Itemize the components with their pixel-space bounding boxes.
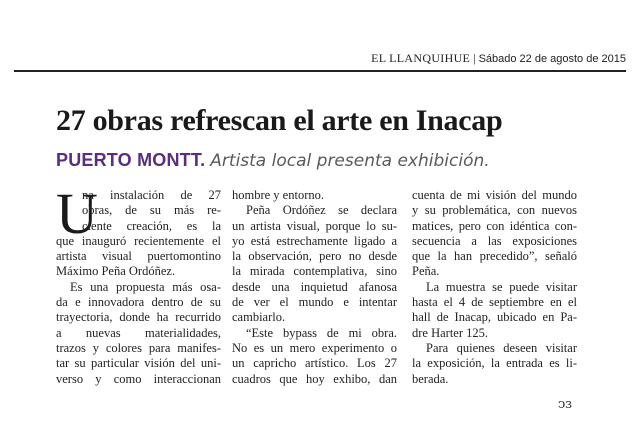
publication-date: Sábado 22 de agosto de 2015 [478,53,626,65]
article-column-3 [412,188,577,387]
body-line: Para quienes deseen visitar [426,340,577,355]
body-line: na instalación de 27 [82,188,221,202]
body-line: Peña. [412,264,440,279]
body-line: matices, pero con idéntica con- [412,218,577,233]
body-line: Máximo Peña Ordóñez. [56,264,176,279]
dateline-place: PUERTO MONTT. [56,150,206,170]
body-line: da e innovadora dentro de su [56,295,221,310]
body-line: hasta el 4 de septiembre en el [412,295,577,310]
body-line: de ver el mundo e intentar [232,295,397,310]
drop-cap: U [56,181,98,246]
body-line: cuadros que hoy exhibo, dan [232,371,397,386]
body-line: artista visual puertomontino [56,249,221,264]
body-line: un artista visual, porque lo su- [232,218,397,233]
newspaper-name: EL LLANQUIHUE [371,51,471,65]
headline: 27 obras refrescan el arte en Inacap [56,104,503,137]
body-line: Peña Ordóñez se declara [246,203,397,218]
body-line: obras, de su más re- [82,203,221,218]
body-line: un capricho artístico. Los 27 [232,356,397,371]
body-line: hall de Inacap, ubicado en Pa- [412,310,577,325]
body-line: yo está estrechamente ligado a [232,233,397,248]
masthead [14,48,626,72]
body-line: trazos y colores para manifes- [56,340,221,355]
body-line: “Este bypass de mi obra. [246,325,397,340]
body-line: ciente creación, es la [82,218,221,233]
body-line: que inauguró recientemente el [56,233,221,248]
body-line: berada. [412,371,449,386]
body-line: la mirada contemplativa, sino [232,264,397,279]
body-line: verso y como interaccionan [56,371,221,386]
body-line: Es una propuesta más osa- [70,279,221,294]
body-line: cuenta de mi visión del mundo [412,188,577,202]
body-line: desde una inquietud afanosa [232,279,397,294]
body-line: y su problemática, con nuevos [412,203,577,218]
body-line: que la han precedido”, señaló [412,249,577,264]
body-line: No es un mero experimento o [232,340,397,355]
body-line: La muestra se puede visitar [426,279,577,294]
subheadline [56,150,490,171]
body-line: cambiarlo. [232,310,286,325]
article-column-2 [232,188,397,387]
end-mark-icon: ↄɜ [558,397,572,412]
masthead-separator: | [473,51,476,65]
body-line: trayectoria, donde ha recurrido [56,310,221,325]
body-line: a nuevas materialidades, [56,325,221,340]
body-line: dre Harter 125. [412,325,489,340]
body-line: tar su particular visión del uni- [56,356,221,371]
subtitle: Artista local presenta exhibición. [210,151,490,171]
body-line: secuencia a las exposiciones [412,233,577,248]
article-column-1 [56,181,221,387]
body-line: hombre y entorno. [232,188,324,202]
body-line: la observación, pero no desde [232,249,397,264]
body-line: la exposición, la entrada es li- [412,356,577,371]
masthead-text [371,51,626,66]
